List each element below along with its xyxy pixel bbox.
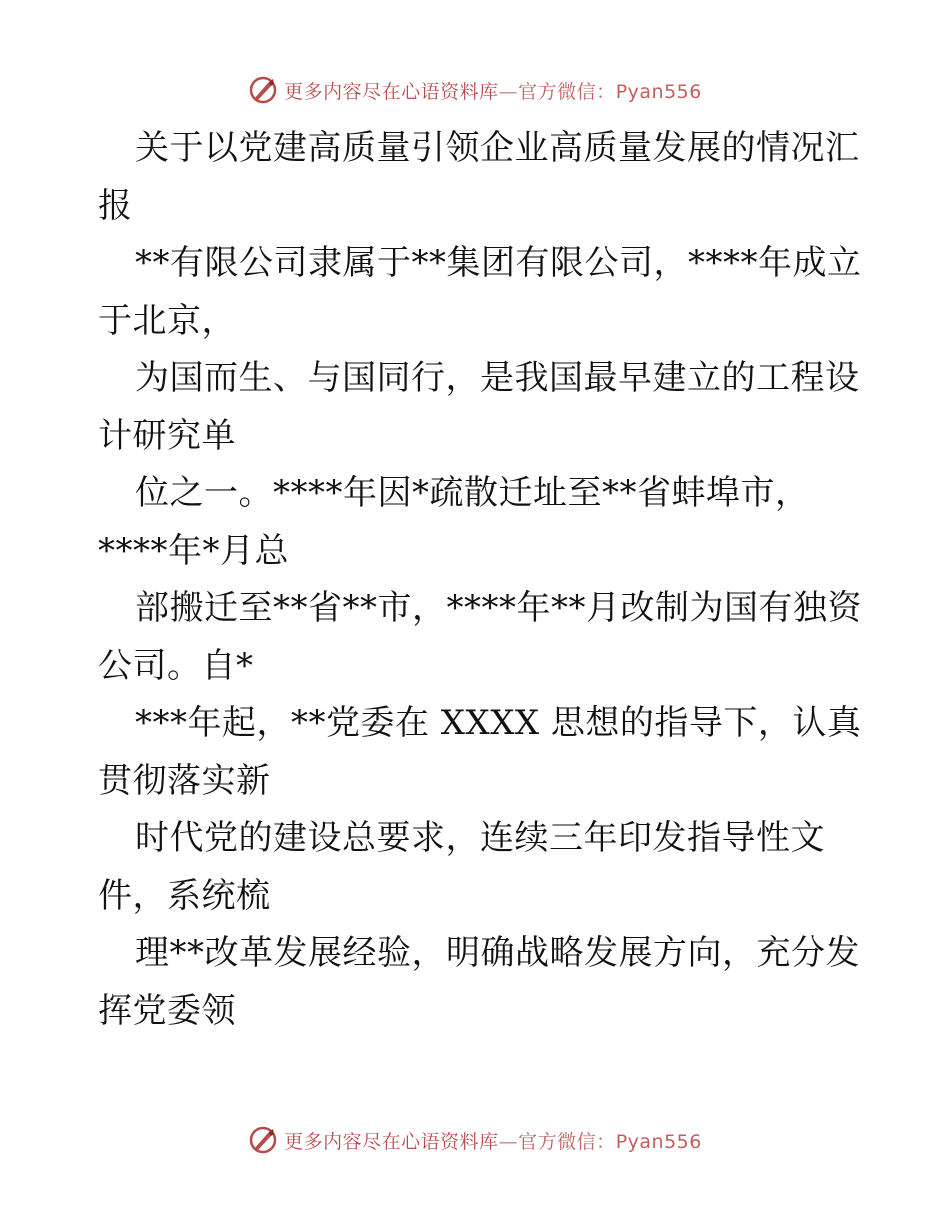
text-line: 于北京， — [98, 300, 236, 341]
text-line: 位之一。****年因*疏散迁址至**省蚌埠市， — [135, 473, 810, 513]
watermark-wechat-label: 官方微信： — [518, 1130, 616, 1153]
text-line: 为国而生、与国同行，是我国最早建立的工程设 — [135, 358, 860, 398]
text-line: **有限公司隶属于**集团有限公司，****年成立 — [135, 243, 862, 283]
watermark-wechat-id: Pyan556 — [615, 1130, 702, 1153]
quill-logo-icon — [248, 75, 278, 105]
text-line: ***年起，**党委在 XXXX 思想的指导下，认真 — [135, 703, 862, 743]
watermark-wechat-label: 官方微信： — [518, 80, 616, 103]
text-line: 公司。自* — [98, 645, 254, 686]
text-line: 理**改革发展经验，明确战略发展方向，充分发 — [135, 933, 860, 973]
quill-logo-icon — [248, 1125, 278, 1155]
text-line: ****年*月总 — [98, 530, 289, 571]
watermark-separator: — — [498, 1130, 519, 1153]
text-line: 时代党的建设总要求，连续三年印发指导性文 — [135, 818, 825, 858]
text-line: 报 — [98, 185, 133, 226]
text-line: 贯彻落实新 — [98, 760, 271, 801]
document-body — [98, 120, 862, 1040]
watermark-separator: — — [498, 80, 519, 103]
text-line: 计研究单 — [98, 415, 236, 456]
watermark-site-text: 更多内容尽在心语资料库 — [284, 80, 499, 103]
watermark-site-text: 更多内容尽在心语资料库 — [284, 1130, 499, 1153]
watermark-text — [284, 1127, 702, 1154]
text-line: 关于以党建高质量引领企业高质量发展的情况汇 — [135, 128, 860, 168]
text-line: 件，系统梳 — [98, 875, 271, 916]
text-line: 挥党委领 — [98, 990, 236, 1031]
watermark-text — [284, 77, 702, 104]
text-line: 部搬迁至**省**市，****年**月改制为国有独资 — [135, 588, 862, 628]
header-watermark — [0, 72, 950, 108]
footer-watermark — [0, 1122, 950, 1158]
watermark-wechat-id: Pyan556 — [615, 80, 702, 103]
